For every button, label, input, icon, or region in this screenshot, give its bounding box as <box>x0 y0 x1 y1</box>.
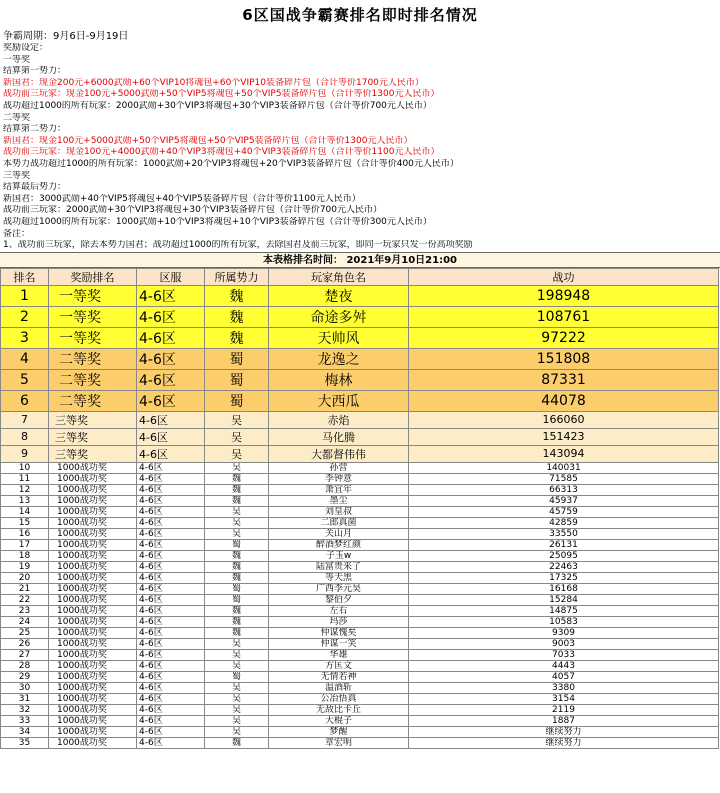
zone-cell: 4-6区 <box>137 327 205 348</box>
award-cell: 1000战功奖 <box>49 682 137 693</box>
rule-line: 备注： <box>3 228 31 239</box>
faction-cell: 吴 <box>205 462 269 473</box>
table-row <box>1 737 719 748</box>
player-name-cell: 关山月 <box>269 528 409 539</box>
col-name-header: 玩家角色名 <box>269 268 409 285</box>
rank-cell: 8 <box>1 428 49 445</box>
merit-cell: 87331 <box>409 369 719 390</box>
player-name-cell: 墨尘 <box>269 495 409 506</box>
award-cell: 1000战功奖 <box>49 649 137 660</box>
award-cell: 1000战功奖 <box>49 506 137 517</box>
rank-cell: 13 <box>1 495 49 506</box>
player-name-cell: 仲谋愧矣 <box>269 627 409 638</box>
merit-cell: 140031 <box>409 462 719 473</box>
rank-cell: 21 <box>1 583 49 594</box>
merit-cell: 继续努力 <box>409 726 719 737</box>
zone-cell: 4-6区 <box>137 737 205 748</box>
faction-cell: 魏 <box>205 561 269 572</box>
table-row <box>1 428 719 445</box>
rank-cell: 12 <box>1 484 49 495</box>
rule-line: 新国君：现金100元+5000武勋+50个VIP5将魂包+50个VIP5装备碎片包（合计等价1300元人民币） <box>3 135 413 146</box>
rank-cell: 16 <box>1 528 49 539</box>
merit-cell: 15284 <box>409 594 719 605</box>
reward-rules <box>0 30 720 252</box>
merit-cell: 33550 <box>409 528 719 539</box>
faction-cell: 魏 <box>205 306 269 327</box>
merit-cell: 45759 <box>409 506 719 517</box>
zone-cell: 4-6区 <box>137 605 205 616</box>
award-cell: 1000战功奖 <box>49 473 137 484</box>
rule-line: 新国君：现金200元+6000武勋+60个VIP10将魂包+60个VIP10装备碎片包（合计等价1700元人民币） <box>3 77 424 88</box>
rank-cell: 1 <box>1 285 49 306</box>
zone-cell: 4-6区 <box>137 445 205 462</box>
col-award-header: 奖励排名 <box>49 268 137 285</box>
rule-line: 结算第一势力： <box>3 66 67 77</box>
table-row <box>1 682 719 693</box>
zone-cell: 4-6区 <box>137 369 205 390</box>
faction-cell: 吴 <box>205 411 269 428</box>
table-row <box>1 715 719 726</box>
rank-cell: 26 <box>1 638 49 649</box>
faction-cell: 魏 <box>205 605 269 616</box>
rank-cell: 30 <box>1 682 49 693</box>
rank-cell: 34 <box>1 726 49 737</box>
rank-cell: 24 <box>1 616 49 627</box>
faction-cell: 吴 <box>205 704 269 715</box>
merit-cell: 42859 <box>409 517 719 528</box>
award-cell: 二等奖 <box>49 348 137 369</box>
faction-cell: 魏 <box>205 327 269 348</box>
rule-line: 战功前三玩家：2000武勋+30个VIP3将魂包+30个VIP3装备碎片包（合计等价700元人民币） <box>3 205 382 216</box>
rank-cell: 9 <box>1 445 49 462</box>
zone-cell: 4-6区 <box>137 594 205 605</box>
award-cell: 1000战功奖 <box>49 627 137 638</box>
faction-cell: 吴 <box>205 517 269 528</box>
player-name-cell: 等天黑 <box>269 572 409 583</box>
rule-line: 三等奖 <box>3 170 31 181</box>
faction-cell: 蜀 <box>205 369 269 390</box>
table-row <box>1 627 719 638</box>
rule-line: 1、战功前三玩家，除去本势力国君；战功超过1000的所有玩家，去除国君及前三玩家，即同一玩家只发一份高项奖励 <box>3 240 473 251</box>
award-cell: 三等奖 <box>49 445 137 462</box>
rank-cell: 28 <box>1 660 49 671</box>
award-cell: 1000战功奖 <box>49 638 137 649</box>
player-name-cell: 梅林 <box>269 369 409 390</box>
col-merit-header: 战功 <box>409 268 719 285</box>
award-cell: 1000战功奖 <box>49 517 137 528</box>
table-row <box>1 369 719 390</box>
award-cell: 三等奖 <box>49 411 137 428</box>
zone-cell: 4-6区 <box>137 638 205 649</box>
faction-cell: 蜀 <box>205 539 269 550</box>
faction-cell: 蜀 <box>205 594 269 605</box>
award-cell: 1000战功奖 <box>49 550 137 561</box>
rank-cell: 6 <box>1 390 49 411</box>
zone-cell: 4-6区 <box>137 517 205 528</box>
faction-cell: 蜀 <box>205 390 269 411</box>
merit-cell: 7033 <box>409 649 719 660</box>
rank-cell: 11 <box>1 473 49 484</box>
merit-cell: 10583 <box>409 616 719 627</box>
player-name-cell: 子玉w <box>269 550 409 561</box>
player-name-cell: 大棍子 <box>269 715 409 726</box>
table-row <box>1 517 719 528</box>
rule-line: 结算第二势力： <box>3 124 67 135</box>
table-row <box>1 495 719 506</box>
zone-cell: 4-6区 <box>137 390 205 411</box>
player-name-cell: 马化腾 <box>269 428 409 445</box>
faction-cell: 吴 <box>205 682 269 693</box>
merit-cell: 4443 <box>409 660 719 671</box>
faction-cell: 吴 <box>205 528 269 539</box>
table-row <box>1 285 719 306</box>
award-cell: 1000战功奖 <box>49 539 137 550</box>
zone-cell: 4-6区 <box>137 411 205 428</box>
award-cell: 1000战功奖 <box>49 605 137 616</box>
table-row <box>1 605 719 616</box>
zone-cell: 4-6区 <box>137 682 205 693</box>
rank-cell: 3 <box>1 327 49 348</box>
faction-cell: 魏 <box>205 495 269 506</box>
award-cell: 二等奖 <box>49 390 137 411</box>
zone-cell: 4-6区 <box>137 616 205 627</box>
rank-cell: 18 <box>1 550 49 561</box>
merit-cell: 继续努力 <box>409 737 719 748</box>
merit-cell: 9309 <box>409 627 719 638</box>
merit-cell: 45937 <box>409 495 719 506</box>
zone-cell: 4-6区 <box>137 348 205 369</box>
award-cell: 1000战功奖 <box>49 572 137 583</box>
player-name-cell: 温酒斩 <box>269 682 409 693</box>
table-row <box>1 462 719 473</box>
table-row <box>1 594 719 605</box>
rank-cell: 19 <box>1 561 49 572</box>
table-row <box>1 726 719 737</box>
zone-cell: 4-6区 <box>137 583 205 594</box>
player-name-cell: 孙营 <box>269 462 409 473</box>
rank-cell: 2 <box>1 306 49 327</box>
player-name-cell: 公冶悟真 <box>269 693 409 704</box>
table-row <box>1 671 719 682</box>
player-name-cell: 无敌比卡丘 <box>269 704 409 715</box>
zone-cell: 4-6区 <box>137 693 205 704</box>
table-row <box>1 638 719 649</box>
faction-cell: 吴 <box>205 445 269 462</box>
player-name-cell: 梦醒 <box>269 726 409 737</box>
zone-cell: 4-6区 <box>137 726 205 737</box>
award-cell: 1000战功奖 <box>49 616 137 627</box>
merit-cell: 1887 <box>409 715 719 726</box>
player-name-cell: 大西瓜 <box>269 390 409 411</box>
award-cell: 1000战功奖 <box>49 561 137 572</box>
table-row <box>1 484 719 495</box>
player-name-cell: 醉酒梦红颜 <box>269 539 409 550</box>
zone-cell: 4-6区 <box>137 715 205 726</box>
award-cell: 一等奖 <box>49 306 137 327</box>
player-name-cell: 刘皇叔 <box>269 506 409 517</box>
faction-cell: 魏 <box>205 627 269 638</box>
player-name-cell: 仲谋一笑 <box>269 638 409 649</box>
table-row <box>1 506 719 517</box>
merit-cell: 17325 <box>409 572 719 583</box>
merit-cell: 66313 <box>409 484 719 495</box>
player-name-cell: 龙逸之 <box>269 348 409 369</box>
merit-cell: 3380 <box>409 682 719 693</box>
rule-line: 争霸周期：9月6日-9月19日 <box>3 31 129 42</box>
player-name-cell: 黎伯夕 <box>269 594 409 605</box>
rank-cell: 35 <box>1 737 49 748</box>
player-name-cell: 命途多舛 <box>269 306 409 327</box>
faction-cell: 吴 <box>205 428 269 445</box>
player-name-cell: 陆富贵来了 <box>269 561 409 572</box>
player-name-cell: 萧宜年 <box>269 484 409 495</box>
rank-cell: 7 <box>1 411 49 428</box>
rule-line: 战功前三玩家：现金100元+5000武勋+50个VIP5将魂包+50个VIP5装备碎片包（合计等价1300元人民币） <box>3 89 440 100</box>
rank-cell: 23 <box>1 605 49 616</box>
faction-cell: 魏 <box>205 572 269 583</box>
zone-cell: 4-6区 <box>137 572 205 583</box>
merit-cell: 16168 <box>409 583 719 594</box>
merit-cell: 26131 <box>409 539 719 550</box>
zone-cell: 4-6区 <box>137 462 205 473</box>
award-cell: 1000战功奖 <box>49 528 137 539</box>
award-cell: 1000战功奖 <box>49 737 137 748</box>
table-row <box>1 528 719 539</box>
rank-cell: 25 <box>1 627 49 638</box>
faction-cell: 魏 <box>205 473 269 484</box>
merit-cell: 108761 <box>409 306 719 327</box>
zone-cell: 4-6区 <box>137 528 205 539</box>
merit-cell: 151808 <box>409 348 719 369</box>
merit-cell: 143094 <box>409 445 719 462</box>
zone-cell: 4-6区 <box>137 306 205 327</box>
zone-cell: 4-6区 <box>137 428 205 445</box>
faction-cell: 吴 <box>205 660 269 671</box>
table-row <box>1 411 719 428</box>
table-row <box>1 539 719 550</box>
player-name-cell: 无情若神 <box>269 671 409 682</box>
player-name-cell: 二郎真菌 <box>269 517 409 528</box>
rule-line: 一等奖 <box>3 54 31 65</box>
merit-cell: 14875 <box>409 605 719 616</box>
merit-cell: 4057 <box>409 671 719 682</box>
page-title: 6区国战争霸赛排名即时排名情况 <box>242 6 478 24</box>
table-row <box>1 616 719 627</box>
player-name-cell: 李钟意 <box>269 473 409 484</box>
table-row <box>1 348 719 369</box>
table-row <box>1 327 719 348</box>
player-name-cell: 华雄 <box>269 649 409 660</box>
faction-cell: 魏 <box>205 484 269 495</box>
table-row <box>1 693 719 704</box>
award-cell: 1000战功奖 <box>49 660 137 671</box>
rank-cell: 10 <box>1 462 49 473</box>
table-row <box>1 660 719 671</box>
zone-cell: 4-6区 <box>137 704 205 715</box>
player-name-cell: 左右 <box>269 605 409 616</box>
rank-cell: 14 <box>1 506 49 517</box>
rank-cell: 17 <box>1 539 49 550</box>
merit-cell: 151423 <box>409 428 719 445</box>
player-name-cell: 方匡文 <box>269 660 409 671</box>
faction-cell: 吴 <box>205 726 269 737</box>
faction-cell: 吴 <box>205 649 269 660</box>
table-header-row <box>1 268 719 285</box>
faction-cell: 吴 <box>205 715 269 726</box>
award-cell: 1000战功奖 <box>49 693 137 704</box>
merit-cell: 44078 <box>409 390 719 411</box>
faction-cell: 吴 <box>205 693 269 704</box>
rank-cell: 29 <box>1 671 49 682</box>
rule-line: 本势力战功超过1000的所有玩家：1000武勋+20个VIP3将魂包+20个VIP3装备碎片包（合计等价400元人民币） <box>3 158 459 169</box>
faction-cell: 蜀 <box>205 583 269 594</box>
zone-cell: 4-6区 <box>137 649 205 660</box>
table-row <box>1 583 719 594</box>
merit-cell: 166060 <box>409 411 719 428</box>
rule-line: 战功超过1000的所有玩家：2000武勋+30个VIP3将魂包+30个VIP3装备碎片包（合计等价700元人民币） <box>3 100 432 111</box>
zone-cell: 4-6区 <box>137 660 205 671</box>
rule-line: 奖励设定： <box>3 43 49 53</box>
merit-cell: 3154 <box>409 693 719 704</box>
award-cell: 二等奖 <box>49 369 137 390</box>
player-name-cell: 玛莎 <box>269 616 409 627</box>
zone-cell: 4-6区 <box>137 506 205 517</box>
faction-cell: 魏 <box>205 616 269 627</box>
merit-cell: 71585 <box>409 473 719 484</box>
zone-cell: 4-6区 <box>137 550 205 561</box>
merit-cell: 25095 <box>409 550 719 561</box>
zone-cell: 4-6区 <box>137 495 205 506</box>
table-row <box>1 561 719 572</box>
zone-cell: 4-6区 <box>137 627 205 638</box>
zone-cell: 4-6区 <box>137 285 205 306</box>
merit-cell: 22463 <box>409 561 719 572</box>
table-row <box>1 704 719 715</box>
table-row <box>1 649 719 660</box>
rank-cell: 5 <box>1 369 49 390</box>
award-cell: 一等奖 <box>49 327 137 348</box>
zone-cell: 4-6区 <box>137 561 205 572</box>
player-name-cell: 章宏明 <box>269 737 409 748</box>
award-cell: 1000战功奖 <box>49 715 137 726</box>
rank-cell: 32 <box>1 704 49 715</box>
rank-cell: 33 <box>1 715 49 726</box>
faction-cell: 魏 <box>205 550 269 561</box>
merit-cell: 97222 <box>409 327 719 348</box>
award-cell: 三等奖 <box>49 428 137 445</box>
merit-cell: 2119 <box>409 704 719 715</box>
zone-cell: 4-6区 <box>137 539 205 550</box>
faction-cell: 吴 <box>205 638 269 649</box>
zone-cell: 4-6区 <box>137 671 205 682</box>
col-rank-header: 排名 <box>1 268 49 285</box>
table-row <box>1 445 719 462</box>
faction-cell: 蜀 <box>205 348 269 369</box>
award-cell: 1000战功奖 <box>49 495 137 506</box>
merit-cell: 198948 <box>409 285 719 306</box>
col-faction-header: 所属势力 <box>205 268 269 285</box>
award-cell: 1000战功奖 <box>49 671 137 682</box>
ranking-time-banner: 本表格排名时间： 2021年9月10日21:00 <box>0 252 720 268</box>
rule-line: 战功前三玩家：现金100元+4000武勋+40个VIP3将魂包+40个VIP3装备碎片包（合计等价1100元人民币） <box>3 147 440 158</box>
award-cell: 1000战功奖 <box>49 484 137 495</box>
rule-line: 新国君：3000武勋+40个VIP5将魂包+40个VIP5装备碎片包（合计等价1100元人民币） <box>3 193 361 204</box>
table-row <box>1 306 719 327</box>
player-name-cell: 楚夜 <box>269 285 409 306</box>
faction-cell: 魏 <box>205 285 269 306</box>
rule-line: 结算最后势力： <box>3 182 67 193</box>
rank-cell: 22 <box>1 594 49 605</box>
faction-cell: 蜀 <box>205 671 269 682</box>
zone-cell: 4-6区 <box>137 484 205 495</box>
faction-cell: 魏 <box>205 737 269 748</box>
faction-cell: 吴 <box>205 506 269 517</box>
rule-line: 二等奖 <box>3 112 31 123</box>
col-zone-header: 区服 <box>137 268 205 285</box>
zone-cell: 4-6区 <box>137 473 205 484</box>
player-name-cell: 赤焰 <box>269 411 409 428</box>
rank-cell: 20 <box>1 572 49 583</box>
rank-cell: 4 <box>1 348 49 369</box>
award-cell: 1000战功奖 <box>49 594 137 605</box>
award-cell: 一等奖 <box>49 285 137 306</box>
player-name-cell: 广西李元昊 <box>269 583 409 594</box>
table-row <box>1 473 719 484</box>
award-cell: 1000战功奖 <box>49 583 137 594</box>
ranking-table <box>0 268 719 749</box>
table-row <box>1 572 719 583</box>
award-cell: 1000战功奖 <box>49 462 137 473</box>
rank-cell: 27 <box>1 649 49 660</box>
rank-cell: 15 <box>1 517 49 528</box>
player-name-cell: 天帅风 <box>269 327 409 348</box>
merit-cell: 9003 <box>409 638 719 649</box>
table-row <box>1 550 719 561</box>
award-cell: 1000战功奖 <box>49 704 137 715</box>
player-name-cell: 大都督伟伟 <box>269 445 409 462</box>
award-cell: 1000战功奖 <box>49 726 137 737</box>
rank-cell: 31 <box>1 693 49 704</box>
rule-line: 战功超过1000的所有玩家：1000武勋+10个VIP3将魂包+10个VIP3装备碎片包（合计等价300元人民币） <box>3 216 432 227</box>
table-row <box>1 390 719 411</box>
